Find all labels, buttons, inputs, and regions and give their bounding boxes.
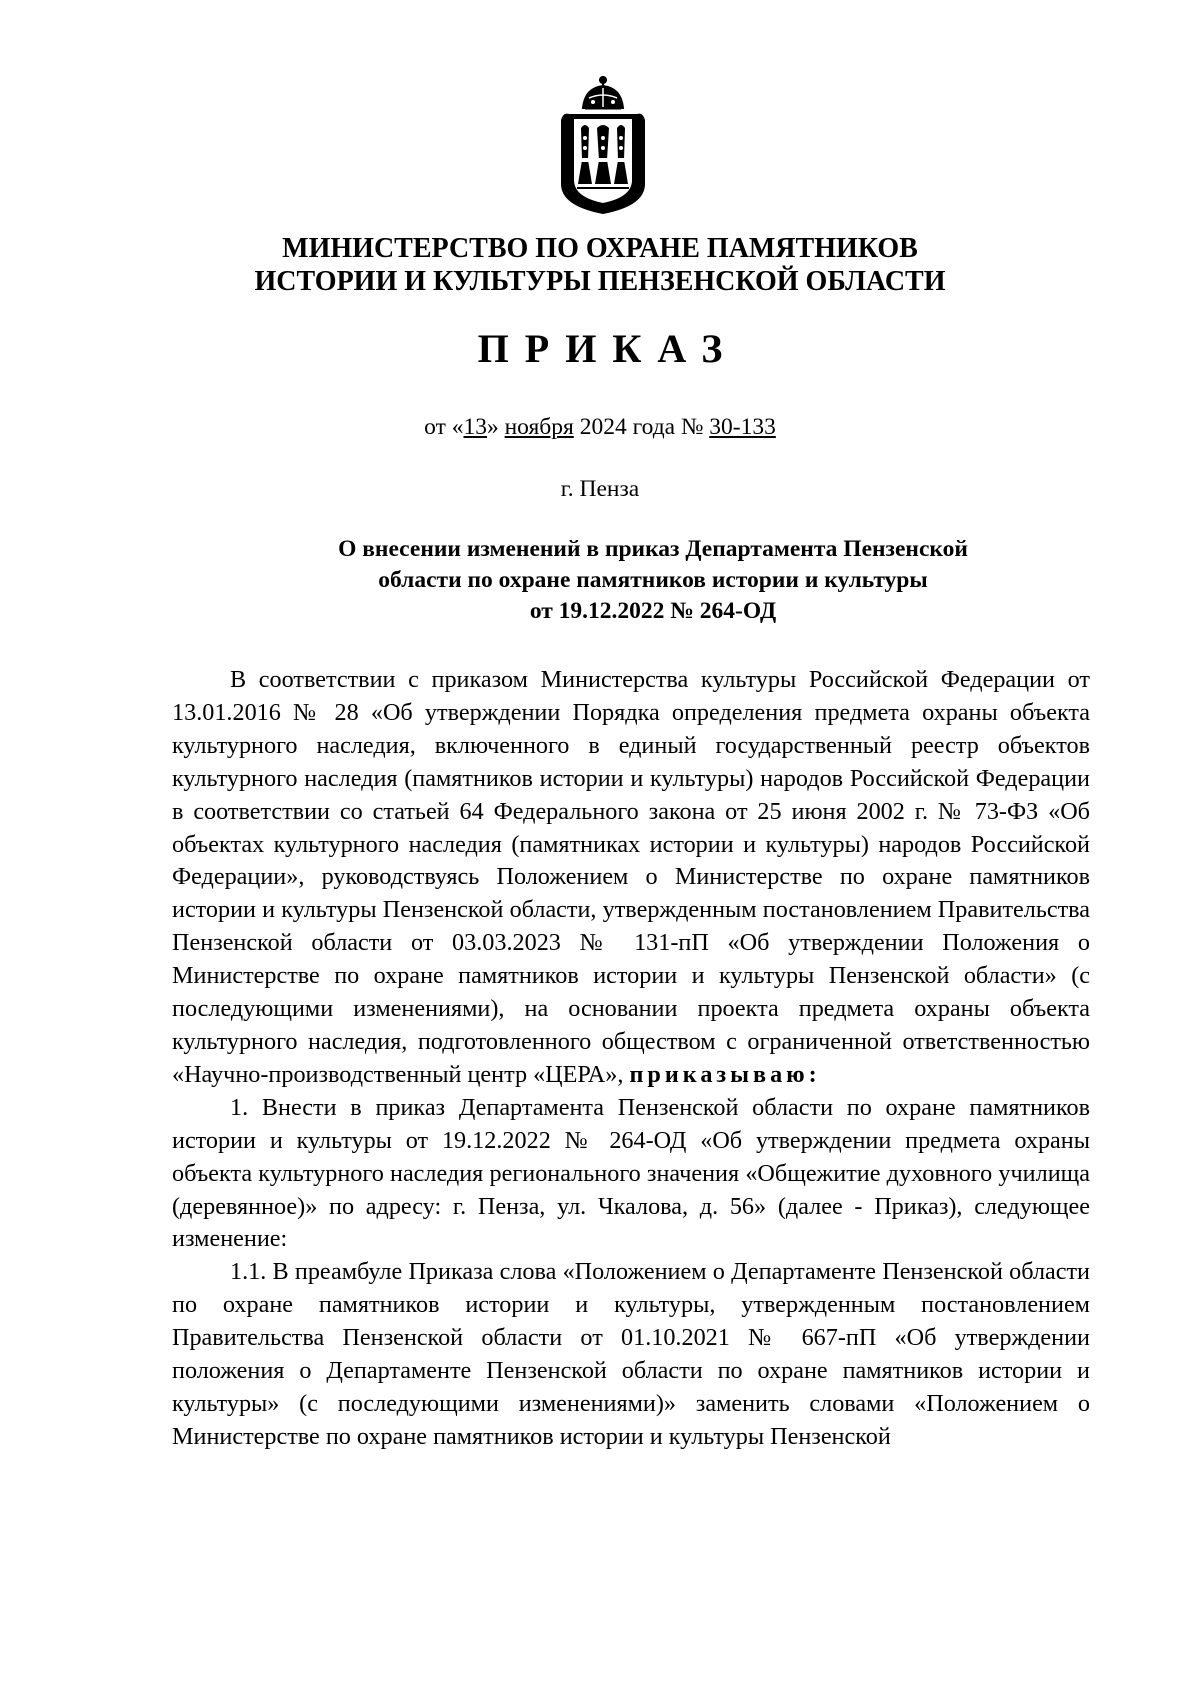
order-number: 30-133 xyxy=(709,414,776,440)
order-word: приказываю: xyxy=(629,1060,821,1088)
coat-of-arms-icon xyxy=(555,74,651,218)
date-separator: » xyxy=(486,414,505,440)
order-date-number xyxy=(0,412,1200,442)
ministry-name xyxy=(0,232,1200,298)
item-1-1-paragraph: 1.1. В преамбуле Приказа слова «Положением о Департаменте Пензенской области по охране памятников истории и культуры, утвержденным постановлением Правительства Пензенской области от 01.10.2021 № 667-пП «Об утверждении положения о Департаменте Пензенской области по охране памятников истории и культуры» (с последующими изменениями)» заменить словами «Положением о Министерстве по охране памятников истории и культуры Пензенской xyxy=(172,1258,1090,1450)
subject-line-1: О внесении изменений в приказ Департамента Пензенской xyxy=(338,536,968,562)
date-day: 13 xyxy=(463,414,487,440)
order-body xyxy=(172,664,1090,1454)
subject-line-2: области по охране памятников истории и культуры xyxy=(378,567,928,593)
item-1-paragraph: 1. Внести в приказ Департамента Пензенской области по охране памятников истории и культуры от 19.12.2022 № 264-ОД «Об утверждении предмета охраны объекта культурного наследия регионального значения «Общежитие духовного училища (деревянное)» по адресу: г. Пенза, ул. Чкалова, д. 56» (далее - Приказ), следующее изменение: xyxy=(172,1093,1090,1253)
document-type-title: ПРИКАЗ xyxy=(477,326,739,371)
subject-line-3: от 19.12.2022 № 264-ОД xyxy=(529,598,777,624)
preamble-paragraph xyxy=(172,664,1090,1092)
city-name: г. Пенза xyxy=(560,476,640,502)
date-year: 2024 года № xyxy=(573,414,710,440)
date-month: ноября xyxy=(504,414,574,440)
preamble-text: В соответствии с приказом Министерства культуры Российской Федерации от 13.01.2016 № 28 «Об утверждении Порядка определения предмета охраны объекта культурного наследия, включенного в единый государственный реестр объектов культурного наследия (памятников истории и культуры) народов Российской Федерации в соответствии со статьей 64 Федерального закона от 25 июня 2002 г. № 73-ФЗ «Об объектах культурного наследия (памятниках истории и культуры) народов Российской Федерации», руководствуясь Положением о Министерстве по охране памятников истории и культуры Пензенской области, утвержденным постановлением Правительства Пензенской области от 03.03.2023 № 131-пП «Об утверждении Положения о Министерстве по охране памятников истории и культуры Пензенской области» (с последующими изменениями), на основании проекта предмета охраны объекта культурного наследия, подготовленного обществом с ограниченной ответственностью «Научно-производственный центр «ЦЕРА», xyxy=(172,666,1090,1088)
ministry-name-line-2: ИСТОРИИ И КУЛЬТУРЫ ПЕНЗЕНСКОЙ ОБЛАСТИ xyxy=(254,266,946,297)
order-subject xyxy=(238,534,1068,627)
date-prefix: от « xyxy=(424,414,464,440)
ministry-name-line-1: МИНИСТЕРСТВО ПО ОХРАНЕ ПАМЯТНИКОВ xyxy=(282,233,918,264)
